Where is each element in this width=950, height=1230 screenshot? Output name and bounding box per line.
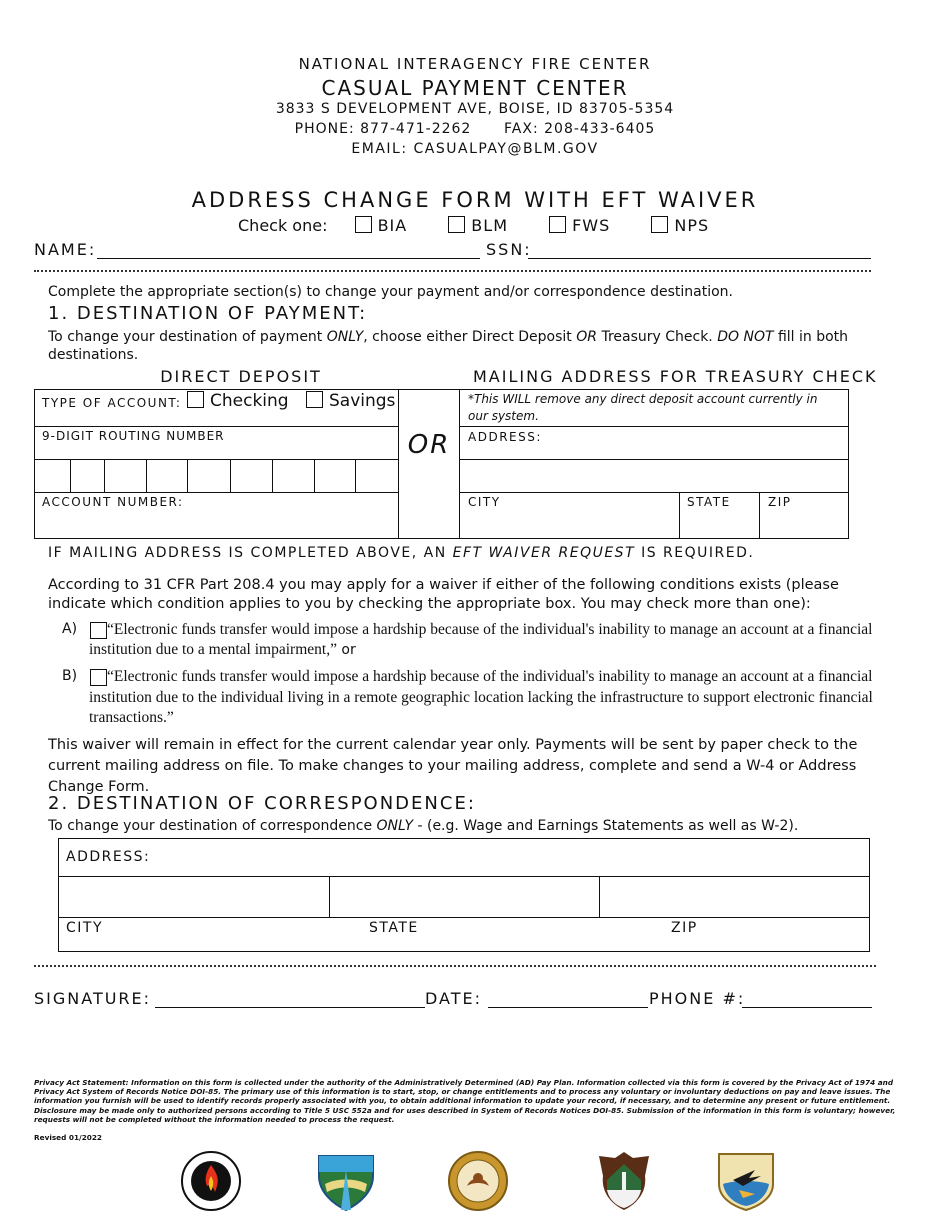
correspondence-city-label: CITY	[66, 920, 104, 936]
bia-checkbox[interactable]	[355, 216, 372, 233]
ssn-field[interactable]	[528, 258, 871, 259]
bia-logo	[447, 1150, 509, 1212]
signature-field[interactable]	[155, 1007, 425, 1008]
mailing-address-label: ADDRESS:	[468, 430, 542, 444]
fws-label: FWS	[572, 216, 611, 235]
blm-logo	[315, 1150, 377, 1212]
correspondence-table	[58, 838, 870, 952]
mailing-city-label: CITY	[468, 495, 501, 509]
account-number-label: ACCOUNT NUMBER:	[42, 495, 184, 509]
or-divider-text: OR	[407, 430, 451, 460]
center-name: CASUAL PAYMENT CENTER	[321, 76, 629, 100]
or-column	[398, 389, 460, 539]
routing-number-label: 9-DIGIT ROUTING NUMBER	[42, 429, 225, 443]
mailing-address-field[interactable]	[459, 426, 849, 493]
mailing-note: *This WILL remove any direct deposit account currently in our system.	[468, 392, 818, 423]
condition-b-label: B)	[62, 668, 78, 684]
date-field[interactable]	[488, 1007, 648, 1008]
nps-logo	[593, 1150, 655, 1212]
condition-b-text: “Electronic funds transfer would impose a hardship because of the individual's inability to manage an account at a financial institution due to the individual living in a remote geographic location lacking the infrastructure to support electronic financial transactions.”	[89, 668, 873, 726]
nps-checkbox[interactable]	[651, 216, 668, 233]
agency-check-row	[238, 216, 709, 235]
nps-label: NPS	[674, 216, 710, 235]
correspondence-address-label: ADDRESS:	[66, 849, 151, 865]
mailing-zip-field[interactable]	[759, 492, 849, 539]
correspondence-state-divider	[599, 876, 600, 917]
section1-heading: 1. DESTINATION OF PAYMENT:	[48, 303, 368, 324]
checking-label: Checking	[210, 391, 289, 411]
type-of-account-label: TYPE OF ACCOUNT:	[42, 396, 182, 410]
ssn-label: SSN:	[486, 240, 532, 259]
intro-text: Complete the appropriate section(s) to change your payment and/or correspondence destination.	[48, 284, 733, 300]
date-label: DATE:	[425, 989, 483, 1008]
mailing-state-field[interactable]	[679, 492, 760, 539]
signature-label: SIGNATURE:	[34, 989, 152, 1008]
section1-instructions: To change your destination of payment ONLY, choose either Direct Deposit OR Treasury Check. DO NOT fill in both destinations.	[48, 329, 849, 363]
correspondence-state-label: STATE	[369, 920, 419, 936]
blm-label: BLM	[471, 216, 508, 235]
mailing-address-heading: MAILING ADDRESS FOR TREASURY CHECK	[473, 367, 878, 386]
fws-checkbox[interactable]	[549, 216, 566, 233]
routing-number-field[interactable]	[34, 459, 399, 493]
phone-label: PHONE #:	[649, 989, 746, 1008]
privacy-act-statement: Privacy Act Statement: Information on this form is collected under the authority of the Administratively Determined (AD) Pay Plan. Information collected via this form is covered by the Privacy Act of 1974 and Privacy Act System of Records Notice DOI-85. The primary use of this information is to start, stop, or change entitlements and to process any voluntary or involuntary deductions on pay and leave issues. The information you furnish will be used to identify records properly associated with you, to obtain additional information to update your record, if necessary, and to determine any present or future entitlement. Disclosure may be made only to authorized persons according to Title 5 USC 552a and for uses described in System of Records Notices DOI-85. Submission of the information in this form is voluntary; however, requests will not be completed without the information needed to process the request.	[34, 1078, 896, 1124]
eft-waiver-required: IF MAILING ADDRESS IS COMPLETED ABOVE, AN EFT WAIVER REQUEST IS REQUIRED.	[48, 545, 755, 561]
revised-date: Revised 01/2022	[34, 1133, 103, 1142]
mailing-zip-label: ZIP	[768, 495, 792, 509]
separator-bottom	[34, 965, 876, 967]
fws-logo	[715, 1150, 777, 1212]
account-type-cell	[34, 389, 399, 427]
bia-label: BIA	[377, 216, 408, 235]
correspondence-address-field[interactable]	[59, 876, 869, 877]
savings-label: Savings	[329, 391, 396, 411]
cfr-text: According to 31 CFR Part 208.4 you may apply for a waiver if either of the following conditions exists (please indicate which condition applies to you by checking the appropriate box. You may check more than one):	[48, 577, 839, 612]
condition-a-label: A)	[62, 621, 78, 637]
mailing-city-field[interactable]	[459, 492, 680, 539]
checking-checkbox[interactable]	[187, 391, 204, 408]
correspondence-city-divider	[329, 876, 330, 917]
name-field[interactable]	[97, 258, 480, 259]
section2-instructions: To change your destination of correspondence ONLY - (e.g. Wage and Earnings Statements as well as W-2).	[48, 818, 799, 834]
savings-checkbox[interactable]	[306, 391, 323, 408]
name-label: NAME:	[34, 240, 97, 259]
mailing-note-cell	[459, 389, 849, 427]
account-number-field[interactable]	[34, 492, 399, 539]
form-title: ADDRESS CHANGE FORM WITH EFT WAIVER	[191, 188, 759, 212]
waiver-effect-text: This waiver will remain in effect for the current calendar year only. Payments will be sent by paper check to the current mailing address on file. To make changes to your mailing address, complete and send a W-4 or Address Change Form.	[48, 737, 858, 795]
direct-deposit-heading: DIRECT DEPOSIT	[160, 367, 322, 386]
phone-field[interactable]	[742, 1007, 872, 1008]
nifc-logo	[180, 1150, 242, 1212]
separator-top	[34, 270, 871, 272]
mailing-state-label: STATE	[687, 495, 731, 509]
section2-heading: 2. DESTINATION OF CORRESPONDENCE:	[48, 793, 476, 814]
condition-a-text: “Electronic funds transfer would impose a hardship because of the individual's inability to manage an account at a financial institution due to a mental impairment,” or	[89, 621, 873, 658]
center-phone-fax: PHONE: 877-471-2262 FAX: 208-433-6405	[294, 121, 656, 137]
center-email: EMAIL: CASUALPAY@BLM.GOV	[351, 141, 599, 157]
center-address: 3833 S DEVELOPMENT AVE, BOISE, ID 83705-5354	[275, 101, 675, 117]
blm-checkbox[interactable]	[448, 216, 465, 233]
agency-name: NATIONAL INTERAGENCY FIRE CENTER	[298, 55, 652, 73]
correspondence-zip-label: ZIP	[671, 920, 698, 936]
check-one-label: Check one:	[238, 216, 328, 235]
routing-label-cell	[34, 426, 399, 460]
